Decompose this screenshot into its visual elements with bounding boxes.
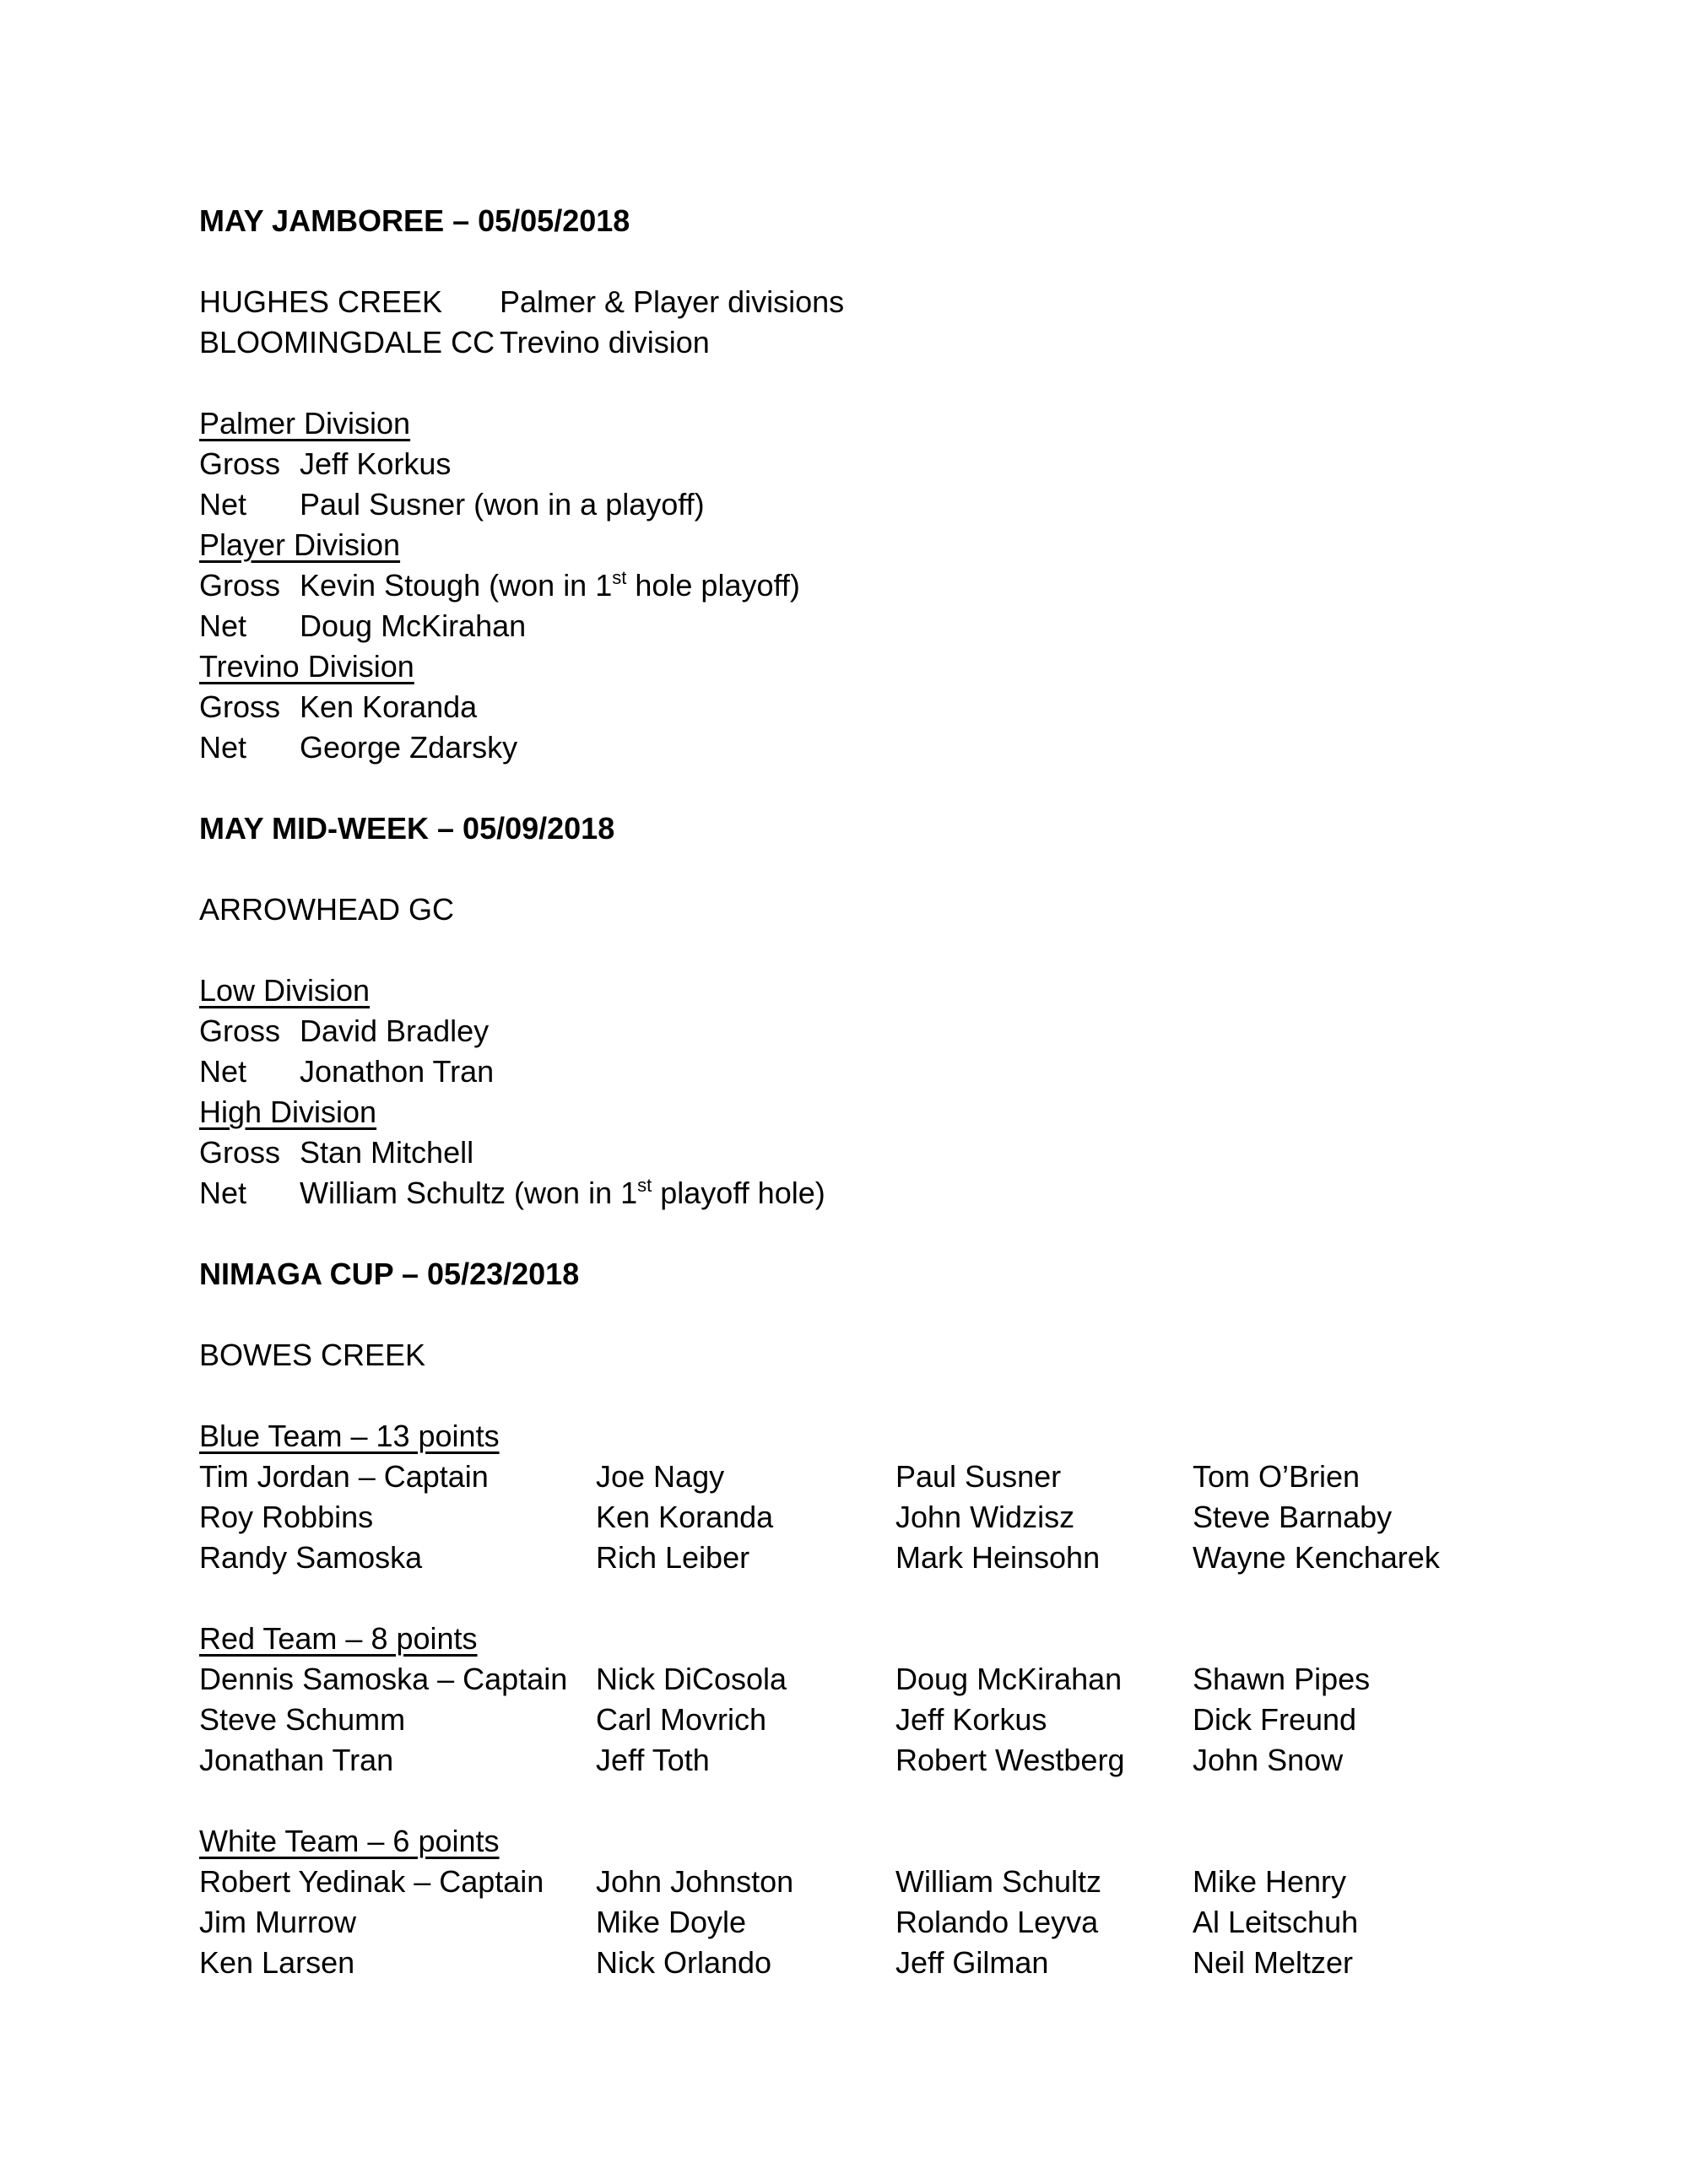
course-row <box>199 1335 1626 1376</box>
result-row <box>199 606 1626 646</box>
result-row <box>199 1051 1626 1092</box>
team-member: Jeff Korkus <box>895 1702 1047 1737</box>
result-row <box>199 1133 1626 1173</box>
blank-line <box>199 1781 1626 1821</box>
division-heading: Trevino Division <box>199 649 414 684</box>
result-winner: Ken Koranda <box>300 689 478 724</box>
team-member: Mike Doyle <box>596 1905 747 1939</box>
blank-line <box>199 1295 1626 1335</box>
course-name: HUGHES CREEK <box>199 284 443 319</box>
result-winner: Jeff Korkus <box>300 446 452 481</box>
event-heading: MAY MID-WEEK – 05/09/2018 <box>199 811 615 846</box>
course-divisions-note: Trevino division <box>500 325 710 359</box>
course-row <box>199 322 1626 363</box>
course-row <box>199 889 1626 930</box>
winner-text: hole playoff) <box>626 568 800 603</box>
division-heading: Low Division <box>199 973 371 1008</box>
result-label: Gross <box>199 1014 281 1048</box>
result-winner: David Bradley <box>300 1014 490 1048</box>
blank-line <box>199 768 1626 808</box>
result-winner: Stan Mitchell <box>300 1135 474 1170</box>
team-heading: Red Team – 8 points <box>199 1621 478 1656</box>
team-member: Mark Heinsohn <box>895 1540 1101 1575</box>
team-member: Roy Robbins <box>199 1500 374 1534</box>
result-winner: Doug McKirahan <box>300 608 527 643</box>
result-winner: George Zdarsky <box>300 730 518 765</box>
team-member: Jeff Toth <box>596 1743 710 1777</box>
team-member: John Widzisz <box>895 1500 1075 1534</box>
result-row <box>199 1011 1626 1051</box>
result-row <box>199 687 1626 727</box>
blank-line <box>199 1214 1626 1254</box>
division-heading: Palmer Division <box>199 406 411 441</box>
team-member: Nick DiCosola <box>596 1662 787 1696</box>
result-row <box>199 484 1626 525</box>
team-row <box>199 1538 1626 1578</box>
result-winner <box>300 1176 825 1210</box>
course-row <box>199 282 1626 322</box>
team-member: Ken Koranda <box>596 1500 774 1534</box>
result-row <box>199 444 1626 484</box>
team-member: Ken Larsen <box>199 1945 355 1980</box>
winner-text: William Schultz (won in 1 <box>300 1176 638 1210</box>
course-name: BOWES CREEK <box>199 1338 426 1372</box>
team-member: Tom O’Brien <box>1193 1459 1361 1494</box>
team-member: Rolando Leyva <box>895 1905 1099 1939</box>
team-member: Jim Murrow <box>199 1905 356 1939</box>
team-member: Doug McKirahan <box>895 1662 1123 1696</box>
team-member: Paul Susner <box>895 1459 1062 1494</box>
team-member: Al Leitschuh <box>1193 1905 1359 1939</box>
blank-line <box>199 1578 1626 1619</box>
team-row <box>199 1902 1626 1943</box>
team-member: Shawn Pipes <box>1193 1662 1371 1696</box>
result-label: Gross <box>199 689 281 724</box>
ordinal-suffix: st <box>612 567 627 588</box>
team-member: Nick Orlando <box>596 1945 772 1980</box>
team-row <box>199 1659 1626 1700</box>
team-row <box>199 1862 1626 1902</box>
team-member: John Johnston <box>596 1864 794 1899</box>
team-row <box>199 1700 1626 1740</box>
result-row <box>199 1173 1626 1214</box>
blank-line <box>199 1376 1626 1416</box>
result-label: Net <box>199 608 247 643</box>
result-row <box>199 565 1626 606</box>
division-heading: Player Division <box>199 527 401 562</box>
team-member: Tim Jordan – Captain <box>199 1459 489 1494</box>
team-heading: Blue Team – 13 points <box>199 1419 500 1453</box>
team-row <box>199 1740 1626 1781</box>
result-label: Gross <box>199 568 281 603</box>
team-member: Robert Westberg <box>895 1743 1125 1777</box>
course-name: BLOOMINGDALE CC <box>199 325 495 359</box>
course-name: ARROWHEAD GC <box>199 892 455 927</box>
event-heading: NIMAGA CUP – 05/23/2018 <box>199 1257 580 1291</box>
team-row <box>199 1943 1626 1983</box>
team-member: Rich Leiber <box>596 1540 750 1575</box>
blank-line <box>199 241 1626 282</box>
blank-line <box>199 363 1626 403</box>
team-member: Neil Meltzer <box>1193 1945 1354 1980</box>
result-label: Net <box>199 1054 247 1089</box>
document-content <box>199 201 1626 1983</box>
team-member: Randy Samoska <box>199 1540 423 1575</box>
winner-text: Kevin Stough (won in 1 <box>300 568 613 603</box>
team-heading: White Team – 6 points <box>199 1824 500 1858</box>
team-member: Jeff Gilman <box>895 1945 1049 1980</box>
team-member: John Snow <box>1193 1743 1344 1777</box>
blank-line <box>199 849 1626 889</box>
team-member: Jonathan Tran <box>199 1743 394 1777</box>
division-heading: High Division <box>199 1095 377 1129</box>
course-divisions-note: Palmer & Player divisions <box>500 284 845 319</box>
team-member: Steve Barnaby <box>1193 1500 1393 1534</box>
winner-text: playoff hole) <box>652 1176 825 1210</box>
result-label: Net <box>199 1176 247 1210</box>
result-winner <box>300 568 800 603</box>
team-member: Wayne Kencharek <box>1193 1540 1440 1575</box>
result-winner: Jonathon Tran <box>300 1054 495 1089</box>
team-member: Robert Yedinak – Captain <box>199 1864 544 1899</box>
result-winner: Paul Susner (won in a playoff) <box>300 487 705 522</box>
result-label: Gross <box>199 446 281 481</box>
result-label: Net <box>199 730 247 765</box>
result-row <box>199 727 1626 768</box>
event-heading: MAY JAMBOREE – 05/05/2018 <box>199 203 630 238</box>
result-label: Gross <box>199 1135 281 1170</box>
blank-line <box>199 930 1626 970</box>
team-member: Dick Freund <box>1193 1702 1357 1737</box>
team-member: Dennis Samoska – Captain <box>199 1662 568 1696</box>
team-member: Joe Nagy <box>596 1459 725 1494</box>
team-row <box>199 1497 1626 1538</box>
team-member: Mike Henry <box>1193 1864 1347 1899</box>
result-label: Net <box>199 487 247 522</box>
team-member: Carl Movrich <box>596 1702 767 1737</box>
team-member: Steve Schumm <box>199 1702 406 1737</box>
ordinal-suffix: st <box>637 1175 652 1196</box>
team-member: William Schultz <box>895 1864 1102 1899</box>
team-row <box>199 1457 1626 1497</box>
